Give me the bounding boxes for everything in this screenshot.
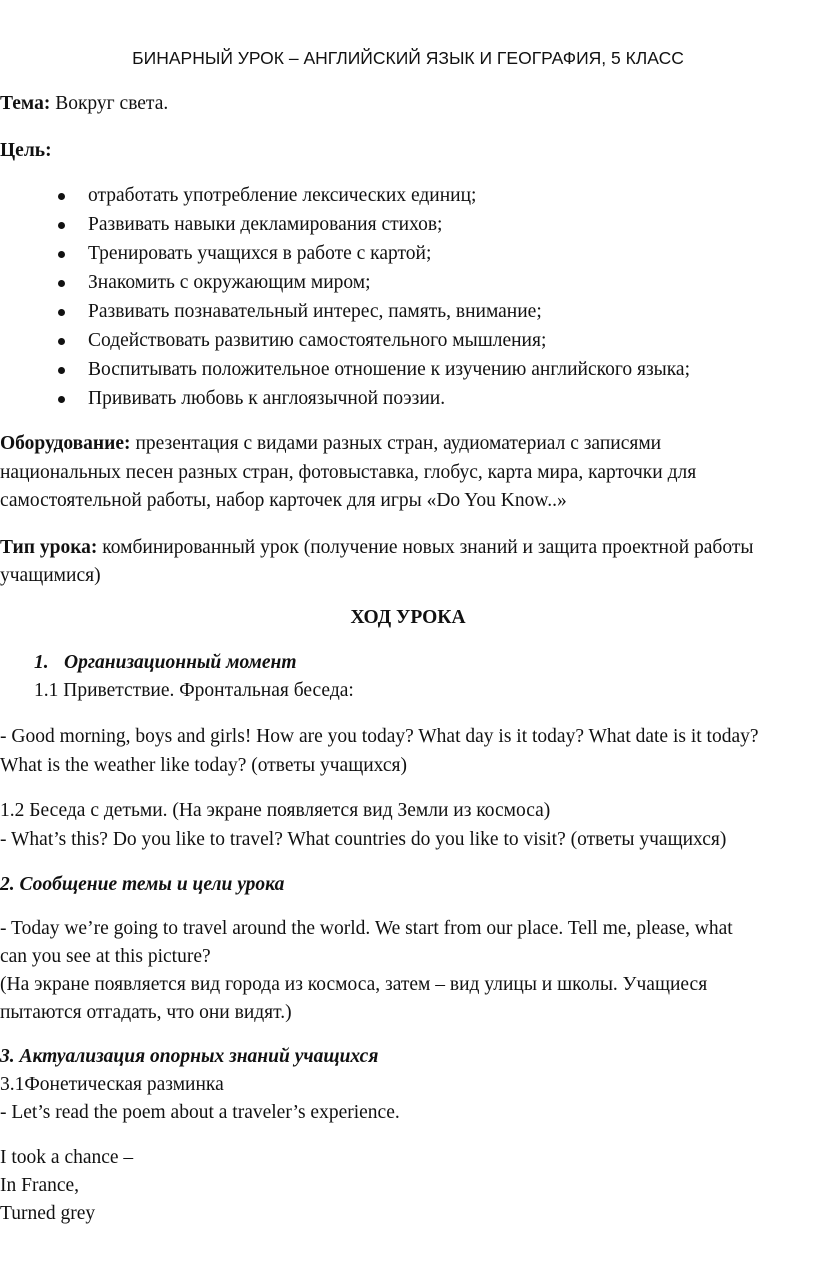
lesson-type-label: Тип урока:: [0, 537, 98, 558]
bullet-icon: [58, 309, 65, 316]
section1-dialog-1: - Good morning, boys and girls! How are you today? What day is it today? What date is it today?: [0, 726, 759, 747]
section1-title: Организационный момент: [64, 652, 297, 673]
equipment-label: Оборудование:: [0, 433, 131, 454]
section2-line-3: (На экране появляется вид города из космоса, затем – вид улицы и школы. Учащиеся: [0, 974, 708, 995]
goal-item-text: отработать употребление лексических единиц;: [88, 185, 477, 206]
section3-sub1: 3.1Фонетическая разминка: [0, 1074, 224, 1095]
goal-item-text: Воспитывать положительное отношение к изучению английского языка;: [88, 359, 690, 380]
topic-value: Вокруг света.: [50, 93, 169, 114]
section3-line-1: - Let’s read the poem about a traveler’s experience.: [0, 1102, 400, 1123]
goal-item-text: Развивать познавательный интерес, память, внимание;: [88, 301, 542, 322]
goal-item-text: Тренировать учащихся в работе с картой;: [88, 243, 432, 264]
goal-item-text: Развивать навыки декламирования стихов;: [88, 214, 443, 235]
equipment-line-1: [0, 430, 661, 458]
bullet-icon: [58, 222, 65, 229]
goal-item-text: Прививать любовь к англоязычной поэзии.: [88, 388, 446, 409]
section2-line-2: can you see at this picture?: [0, 946, 211, 967]
bullet-icon: [58, 193, 65, 200]
section3-heading: 3. Актуализация опорных знаний учащихся: [0, 1046, 379, 1067]
poem-line: I took a chance –: [0, 1147, 134, 1168]
lesson-type-line-1: [0, 534, 753, 562]
goal-item-text: Содействовать развитию самостоятельного мышления;: [88, 330, 547, 351]
goal-label: Цель:: [0, 140, 52, 161]
progress-heading: ХОД УРОКА: [350, 607, 466, 628]
bullet-icon: [58, 338, 65, 345]
document-title: БИНАРНЫЙ УРОК – АНГЛИЙСКИЙ ЯЗЫК И ГЕОГРАФИЯ, 5 КЛАСС: [132, 48, 684, 68]
topic-label: Тема:: [0, 93, 51, 114]
equipment-text-1: презентация с видами разных стран, аудиоматериал с записями: [130, 433, 662, 454]
poem-line: Turned grey: [0, 1203, 96, 1224]
bullet-icon: [58, 396, 65, 403]
section1-number: 1.: [34, 652, 49, 673]
topic-line: [0, 90, 168, 118]
poem-line: In France,: [0, 1175, 80, 1196]
lesson-type-text-1: комбинированный урок (получение новых знаний и защита проектной работы: [97, 537, 754, 558]
section1-sub2: 1.2 Беседа с детьми. (На экране появляется вид Земли из космоса): [0, 800, 551, 821]
equipment-line-2: национальных песен разных стран, фотовыставка, глобус, карта мира, карточки для: [0, 462, 697, 483]
bullet-icon: [58, 280, 65, 287]
section2-line-1: - Today we’re going to travel around the world. We start from our place. Tell me, please, what: [0, 918, 733, 939]
section1-heading: [34, 649, 297, 677]
goal-item-text: Знакомить с окружающим миром;: [88, 272, 371, 293]
section2-heading: 2. Сообщение темы и цели урока: [0, 874, 285, 895]
bullet-icon: [58, 251, 65, 258]
section1-sub1: 1.1 Приветствие. Фронтальная беседа:: [34, 680, 354, 701]
section1-dialog-2: What is the weather like today? (ответы учащихся): [0, 755, 407, 776]
section2-line-4: пытаются отгадать, что они видят.): [0, 1002, 292, 1023]
bullet-icon: [58, 367, 65, 374]
lesson-type-line-2: учащимися): [0, 565, 101, 586]
equipment-line-3: самостоятельной работы, набор карточек для игры «Do You Know..»: [0, 490, 567, 511]
section1-sub2-dialog: - What’s this? Do you like to travel? What countries do you like to visit? (ответы учащихся): [0, 829, 727, 850]
